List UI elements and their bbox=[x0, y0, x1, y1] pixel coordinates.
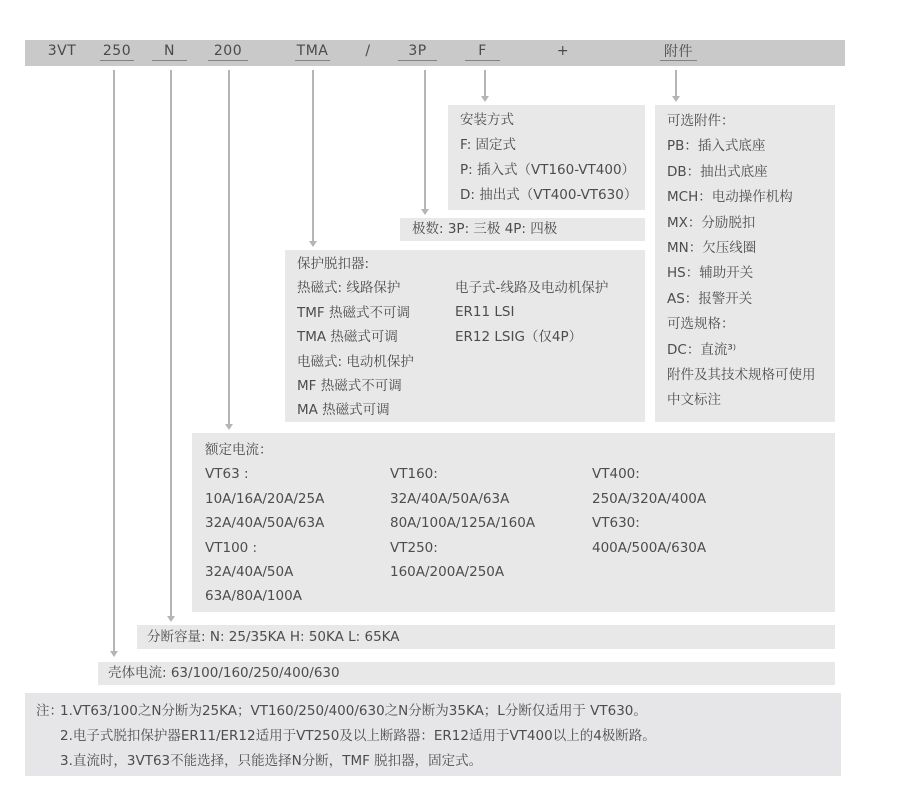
trip-magnetic: 电磁式: 电动机保护 bbox=[297, 353, 414, 370]
accessory-line-hs: HS：辅助开关 bbox=[667, 265, 754, 282]
note-3-text: 3.直流时，3VT63不能选择，只能选择N分断，TMF 脱扣器，固定式。 bbox=[60, 753, 483, 769]
rated-vt160-label: VT160: bbox=[390, 466, 438, 483]
rated-vt630-row1: 400A/500A/630A bbox=[592, 539, 707, 556]
code-segment-slash: / bbox=[365, 43, 371, 59]
trip-ma: MA 热磁式可调 bbox=[297, 402, 390, 419]
accessory-note-2: 中文标注 bbox=[667, 392, 721, 409]
code-bar bbox=[25, 40, 845, 66]
rated-vt63-row1: 10A/16A/20A/25A bbox=[205, 490, 325, 507]
rated-vt630-label: VT630: bbox=[592, 515, 640, 532]
note-line-2 bbox=[36, 724, 841, 749]
rated-vt160-row1: 32A/40A/50A/63A bbox=[390, 490, 510, 507]
box-trip-unit bbox=[285, 250, 645, 422]
note-2-text: 2.电子式脱扣保护器ER11/ER12适用于VT250及以上断路器：ER12适用于VT400以上的4极断路。 bbox=[60, 728, 656, 744]
accessory-line-as: AS：报警开关 bbox=[667, 290, 753, 307]
rated-vt250-label: VT250: bbox=[390, 539, 438, 556]
code-segment-3vt: 3VT bbox=[47, 43, 77, 59]
accessory-note-1: 附件及其技术规格可使用 bbox=[667, 367, 816, 384]
rated-vt250-row1: 160A/200A/250A bbox=[390, 564, 505, 581]
notes-block bbox=[25, 693, 841, 776]
accessories-title: 可选附件： bbox=[667, 113, 735, 129]
box-installation-method bbox=[448, 105, 645, 210]
code-segment-250: 250 bbox=[100, 41, 134, 61]
row-breaking-capacity: 分断容量: N: 25/35KA H: 50KA L: 65KA bbox=[137, 625, 835, 649]
rated-vt100-row2: 63A/80A/100A bbox=[205, 588, 302, 605]
notes-label: 注： bbox=[36, 703, 63, 719]
trip-tma: TMA 热磁式可调 bbox=[297, 329, 398, 346]
installation-title: 安装方式 bbox=[460, 112, 514, 128]
accessory-line-dc: DC：直流³⁾ bbox=[667, 341, 737, 358]
note-line-1 bbox=[36, 699, 841, 724]
trip-unit-electronic-column bbox=[455, 276, 608, 349]
note-line-3 bbox=[36, 749, 841, 774]
code-segment-3p: 3P bbox=[398, 41, 437, 61]
rated-vt400-row1: 250A/320A/400A bbox=[592, 490, 707, 507]
code-segment-f: F bbox=[465, 41, 500, 61]
code-segment-200: 200 bbox=[208, 41, 248, 61]
accessory-line-db: DB：抽出式底座 bbox=[667, 163, 768, 180]
box-poles: 极数: 3P: 三极 4P: 四极 bbox=[400, 218, 645, 241]
rated-vt63-row2: 32A/40A/50A/63A bbox=[205, 515, 325, 532]
trip-mf: MF 热磁式不可调 bbox=[297, 378, 402, 395]
connector-arrow-tma bbox=[312, 70, 314, 241]
connector-arrow-n bbox=[170, 70, 172, 616]
connector-arrow-250 bbox=[113, 70, 115, 651]
code-segment-tma: TMA bbox=[295, 41, 330, 61]
rated-current-title: 额定电流： bbox=[205, 442, 273, 458]
row-frame-current: 壳体电流: 63/100/160/250/400/630 bbox=[98, 662, 835, 685]
rated-vt100-label: VT100 : bbox=[205, 539, 258, 556]
box-optional-accessories bbox=[655, 105, 835, 422]
accessory-line-mn: MN：欠压线圈 bbox=[667, 240, 757, 257]
code-segment-plus: + bbox=[556, 43, 570, 59]
trip-er12: ER12 LSIG（仅4P） bbox=[455, 328, 583, 345]
rated-vt160-row2: 80A/100A/125A/160A bbox=[390, 515, 536, 532]
code-segment-n: N bbox=[152, 41, 187, 61]
trip-er11: ER11 LSI bbox=[455, 304, 515, 321]
trip-tmf: TMF 热磁式不可调 bbox=[297, 304, 410, 321]
rated-vt100-row1: 32A/40A/50A bbox=[205, 564, 294, 581]
installation-line-f: F: 固定式 bbox=[460, 137, 517, 153]
optional-spec-title: 可选规格： bbox=[667, 316, 735, 333]
box-rated-current bbox=[192, 433, 835, 612]
installation-line-p: P: 插入式（VT160-VT400） bbox=[460, 162, 636, 178]
accessory-line-pb: PB：插入式底座 bbox=[667, 138, 766, 155]
rated-vt63-label: VT63 : bbox=[205, 466, 249, 483]
note-1-text: 1.VT63/100之N分断为25KA；VT160/250/400/630之N分断为35KA；L分断仅适用于 VT630。 bbox=[60, 703, 647, 719]
trip-thermal: 热磁式: 线路保护 bbox=[297, 280, 401, 297]
connector-arrow-200 bbox=[228, 70, 230, 424]
connector-arrow-3p bbox=[424, 70, 426, 209]
code-segment-accessory: 附件 bbox=[660, 41, 697, 61]
accessory-line-mch: MCH：电动操作机构 bbox=[667, 189, 793, 206]
rated-vt400-label: VT400: bbox=[592, 466, 640, 483]
trip-electronic: 电子式-线路及电动机保护 bbox=[455, 280, 609, 296]
trip-title: 保护脱扣器: bbox=[297, 256, 370, 272]
rated-current-col2 bbox=[390, 438, 535, 584]
rated-current-col3 bbox=[592, 438, 706, 560]
connector-arrow-f bbox=[484, 70, 486, 96]
accessory-line-mx: MX：分励脱扣 bbox=[667, 214, 756, 231]
installation-line-d: D: 抽出式（VT400-VT630） bbox=[460, 187, 638, 203]
connector-arrow-accessory bbox=[675, 70, 677, 96]
